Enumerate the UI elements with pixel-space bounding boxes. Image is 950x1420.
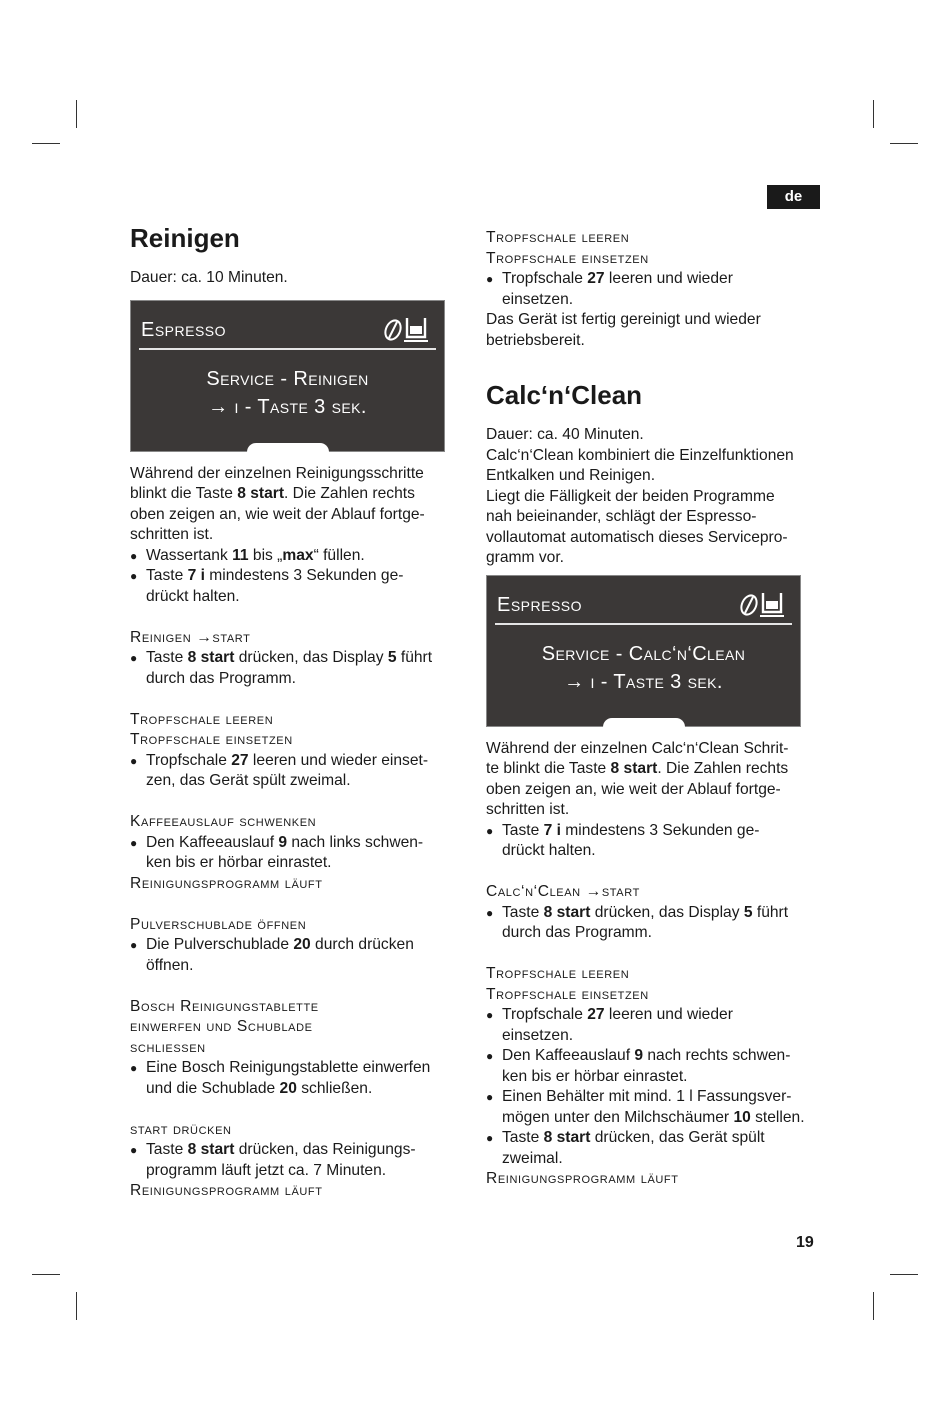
display-divider: [139, 348, 436, 350]
display-message: Bosch Reinigungstablette: [130, 997, 319, 1015]
display-message: Kaffeeauslauf schwenken: [130, 813, 317, 830]
display-message: schliessen: [130, 1038, 206, 1056]
bullet-item: ● Die Pulverschublade 20 durch drücken öffnen.: [130, 935, 468, 976]
body-text: Das Gerät ist fertig gereinigt und wieder betriebsbereit.: [486, 311, 761, 349]
bullet-item: ● Taste 8 start drücken, das Display 5 führt durch das Programm.: [130, 648, 468, 689]
bullet-item: ● Taste 7 i mindestens 3 Sekunden ge- drückt halten.: [130, 566, 468, 607]
bean-icon: [738, 592, 759, 616]
display-message: Reinigungsprogramm läuft: [130, 874, 323, 892]
bullet-item: ● Taste 8 start drücken, das Gerät spült zweimal.: [486, 1128, 824, 1169]
duration-text: Dauer: ca. 40 Minuten.: [486, 426, 644, 443]
bean-cup-icon: [382, 313, 430, 343]
display-panel: [486, 575, 801, 727]
display-message: Tropfschale leeren: [486, 229, 630, 246]
display-line-1: Service - Reinigen: [206, 367, 369, 390]
display-message: Reinigungsprogramm läuft: [130, 1182, 323, 1199]
crop-mark: [32, 1274, 60, 1275]
bullet-item: ● Den Kaffeeauslauf 9 nach rechts schwen- ken bis er hörbar einrastet.: [486, 1046, 824, 1087]
bullet-item: ● Wassertank 11 bis „max“ füllen.: [130, 546, 468, 567]
bean-cup-icon: [738, 588, 786, 618]
display-message: Tropfschale einsetzen: [130, 731, 293, 748]
bullet-item: ● Eine Bosch Reinigungstablette einwerfen und die Schublade 20 schließen.: [130, 1058, 468, 1099]
bullet-item: ● Tropfschale 27 leeren und wieder einsetzen.: [486, 269, 824, 310]
display-line-1: Service - Calc‘n‘Clean: [541, 642, 746, 665]
display-divider: [495, 623, 792, 625]
cup-icon: [404, 318, 428, 342]
crop-mark: [873, 100, 874, 128]
display-message: Reinigungsprogramm läuft: [486, 1170, 679, 1187]
crop-mark: [76, 1292, 77, 1320]
crop-mark: [890, 143, 918, 144]
display-title: Espresso: [141, 318, 227, 341]
display-line-2: → i - Taste 3 sek.: [208, 395, 367, 418]
duration-text: Dauer: ca. 10 Minuten.: [130, 269, 288, 286]
display-message: Tropfschale einsetzen: [486, 249, 649, 267]
display-knob: [247, 443, 329, 452]
crop-mark: [76, 100, 77, 128]
crop-mark: [890, 1274, 918, 1275]
bullet-item: ● Tropfschale 27 leeren und wieder einsetzen.: [486, 1005, 824, 1046]
bullet-item: ● Taste 7 i mindestens 3 Sekunden ge- drückt halten.: [486, 821, 824, 862]
section-title: Reinigen: [130, 223, 240, 253]
display-message: Reinigen →start: [130, 628, 251, 646]
intro-text: Während der einzelnen Reinigungsschritte blinkt die Taste 8 start. Die Zahlen rechts oben zeigen an, wie weit der Ablauf fortge- schritten ist.: [130, 464, 425, 543]
right-column: [486, 228, 824, 1190]
intro-text: Während der einzelnen Calc‘n‘Clean Schrit- te blinkt die Taste 8 start. Die Zahlen rechts oben zeigen an, wie weit der Ablauf fortge- schritten ist.: [486, 739, 789, 818]
bullet-item: ● Taste 8 start drücken, das Display 5 führt durch das Programm.: [486, 903, 824, 944]
crop-mark: [32, 143, 60, 144]
cup-icon: [760, 593, 784, 617]
section-title: Calc‘n‘Clean: [486, 380, 643, 410]
body-text: Calc‘n‘Clean kombiniert die Einzelfunktionen Entkalken und Reinigen. Liegt die Fälligkeit der beiden Programme nah beieinander, schlägt der Espresso- vollautomat automatisch dieses Servicepro- gramm vor.: [486, 446, 794, 566]
bean-icon: [382, 317, 403, 341]
bullet-item: ● Tropfschale 27 leeren und wieder einset- zen, das Gerät spült zweimal.: [130, 751, 468, 792]
display-knob: [603, 718, 685, 727]
bullet-item: ● Einen Behälter mit mind. 1 l Fassungsver- mögen unter den Milchschäumer 10 stellen.: [486, 1087, 824, 1128]
display-message: start drücken: [130, 1120, 232, 1138]
display-title: Espresso: [497, 593, 583, 616]
crop-mark: [873, 1292, 874, 1320]
display-message: einwerfen und Schublade: [130, 1018, 313, 1035]
bullet-item: ● Den Kaffeeauslauf 9 nach links schwen- ken bis er hörbar einrastet.: [130, 833, 468, 874]
display-message: Tropfschale einsetzen: [486, 985, 649, 1003]
display-panel: [130, 300, 445, 452]
display-message: Tropfschale leeren: [130, 710, 274, 728]
display-line-2: → i - Taste 3 sek.: [564, 670, 723, 693]
display-message: Pulverschublade öffnen: [130, 915, 307, 933]
display-message: Calc‘n‘Clean →start: [486, 883, 640, 900]
left-column: [130, 222, 468, 1202]
bullet-item: ● Taste 8 start drücken, das Reinigungs- programm läuft jetzt ca. 7 Minuten.: [130, 1140, 468, 1181]
language-tab: de: [767, 185, 820, 209]
page-number: 19: [796, 1234, 814, 1251]
display-message: Tropfschale leeren: [486, 965, 630, 982]
